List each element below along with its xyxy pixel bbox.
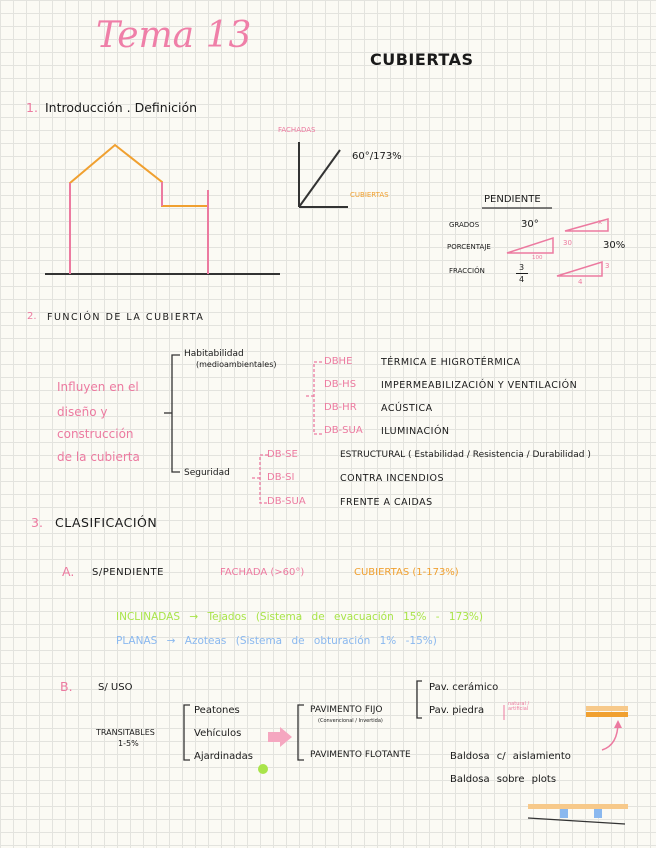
- seguridad-label: Seguridad: [184, 468, 230, 478]
- seg3-code: DB-SUA: [267, 496, 306, 507]
- inclinadas-line: INCLINADAS → Tejados (Sistema de evacuación 15% - 173%): [116, 611, 484, 623]
- pav-piedra-note: natural / artificial: [508, 701, 530, 712]
- leaf-mark: [258, 764, 268, 774]
- seg2-code: DB-SI: [267, 472, 295, 483]
- funcion-brackets: [164, 355, 180, 472]
- tile-sketch: [586, 706, 628, 750]
- porcentaje-tri-base: 100: [532, 255, 543, 261]
- fraccion-den: 4: [519, 275, 525, 284]
- influyen-line4: de la cubierta: [57, 450, 140, 464]
- fraccion-bar: [516, 273, 528, 274]
- page-subtitle: CUBIERTAS: [370, 50, 474, 69]
- row2-code: DB-HS: [324, 379, 357, 390]
- row1-desc: TÉRMICA E HIGROTÉRMICA: [381, 357, 521, 368]
- habitabilidad-bracket: [306, 362, 322, 434]
- row2-desc: IMPERMEABILIZACIÓN Y VENTILACIÓN: [381, 380, 578, 391]
- angle-label: 60°/173%: [352, 151, 402, 162]
- row3-code: DB-HR: [324, 402, 357, 413]
- seg1-desc: ESTRUCTURAL ( Estabilidad / Resistencia / Durabilidad ): [340, 450, 591, 460]
- fraccion-num: 3: [519, 263, 525, 272]
- use-peatones: Peatones: [194, 705, 240, 716]
- influyen-line2: diseño y: [57, 405, 108, 419]
- pav-flotante: PAVIMENTO FLOTANTE: [310, 750, 411, 760]
- porcentaje-value: 30%: [603, 240, 626, 251]
- baldosa-plots: Baldosa sobre plots: [450, 774, 557, 785]
- a-letter: A.: [62, 564, 75, 579]
- house-sketch: [45, 145, 280, 274]
- section1-number: 1.: [26, 100, 38, 115]
- a-label: S/PENDIENTE: [92, 567, 164, 578]
- porcentaje-label: PORCENTAJE: [447, 243, 491, 251]
- influyen-line3: construcción: [57, 427, 134, 441]
- porcentaje-tri-top: 30: [563, 239, 572, 247]
- b-letter: B.: [60, 679, 73, 694]
- row1-code: DBHE: [324, 356, 353, 367]
- a-cubiertas: CUBIERTAS (1-173%): [354, 567, 459, 578]
- transitables-pct: 1-5%: [118, 739, 139, 748]
- pav-fijo: PAVIMENTO FIJO: [310, 705, 383, 715]
- fraccion-triangle: [557, 262, 602, 276]
- transitables-label: TRANSITABLES: [96, 728, 155, 737]
- section1-heading: Introducción . Definición: [45, 100, 198, 115]
- section3-number: 3.: [31, 515, 43, 530]
- grados-value: 30°: [521, 219, 539, 230]
- fraccion-label: FRACCIÓN: [449, 267, 485, 275]
- grados-label: GRADOS: [449, 221, 480, 229]
- row3-desc: ACÚSTICA: [381, 403, 433, 414]
- seg3-desc: FRENTE A CAIDAS: [340, 497, 433, 508]
- section2-number: 2.: [27, 311, 37, 322]
- pav-fijo-sub: (Convencional / Invertida): [318, 718, 383, 724]
- use-ajardinadas: Ajardinadas: [194, 751, 253, 762]
- baldosa-aislamiento: Baldosa c/ aislamiento: [450, 751, 571, 762]
- porcentaje-triangle: [507, 238, 553, 253]
- pav-ceramico: Pav. cerámico: [429, 682, 499, 693]
- pav-piedra: Pav. piedra: [429, 705, 485, 716]
- section2-heading: FUNCIÓN DE LA CUBIERTA: [47, 312, 205, 323]
- cubiertas-label: CUBIERTAS: [350, 191, 389, 199]
- habitabilidad-label: Habitabilidad: [184, 349, 244, 359]
- a-fachada: FACHADA (>60°): [220, 567, 305, 578]
- row4-code: DB-SUA: [324, 425, 363, 436]
- page-title: Tema 13: [96, 15, 252, 56]
- section3-heading: CLASIFICACIÓN: [55, 515, 158, 530]
- angle-sketch: [299, 142, 348, 207]
- plots-sketch: [528, 804, 628, 824]
- seguridad-bracket: [252, 455, 268, 503]
- uso-arrow: [268, 727, 292, 747]
- grados-tri-label: x: [598, 218, 603, 226]
- influyen-line1: Influyen en el: [57, 380, 139, 394]
- seg2-desc: CONTRA INCENDIOS: [340, 473, 445, 484]
- fraccion-tri-side: 3: [605, 262, 610, 270]
- uso-brackets: [184, 681, 422, 760]
- pendiente-heading: PENDIENTE: [484, 194, 541, 205]
- fraccion-tri-base: 4: [578, 278, 583, 286]
- b-label: S/ USO: [98, 682, 133, 693]
- habitabilidad-sub: (medioambientales): [196, 360, 277, 369]
- row4-desc: ILUMINACIÓN: [381, 426, 450, 437]
- fachadas-label: FACHADAS: [278, 126, 316, 134]
- use-vehiculos: Vehículos: [194, 728, 242, 739]
- seg1-code: DB-SE: [267, 449, 298, 460]
- planas-line: PLANAS → Azoteas (Sistema de obturación 1% -15%): [116, 635, 437, 647]
